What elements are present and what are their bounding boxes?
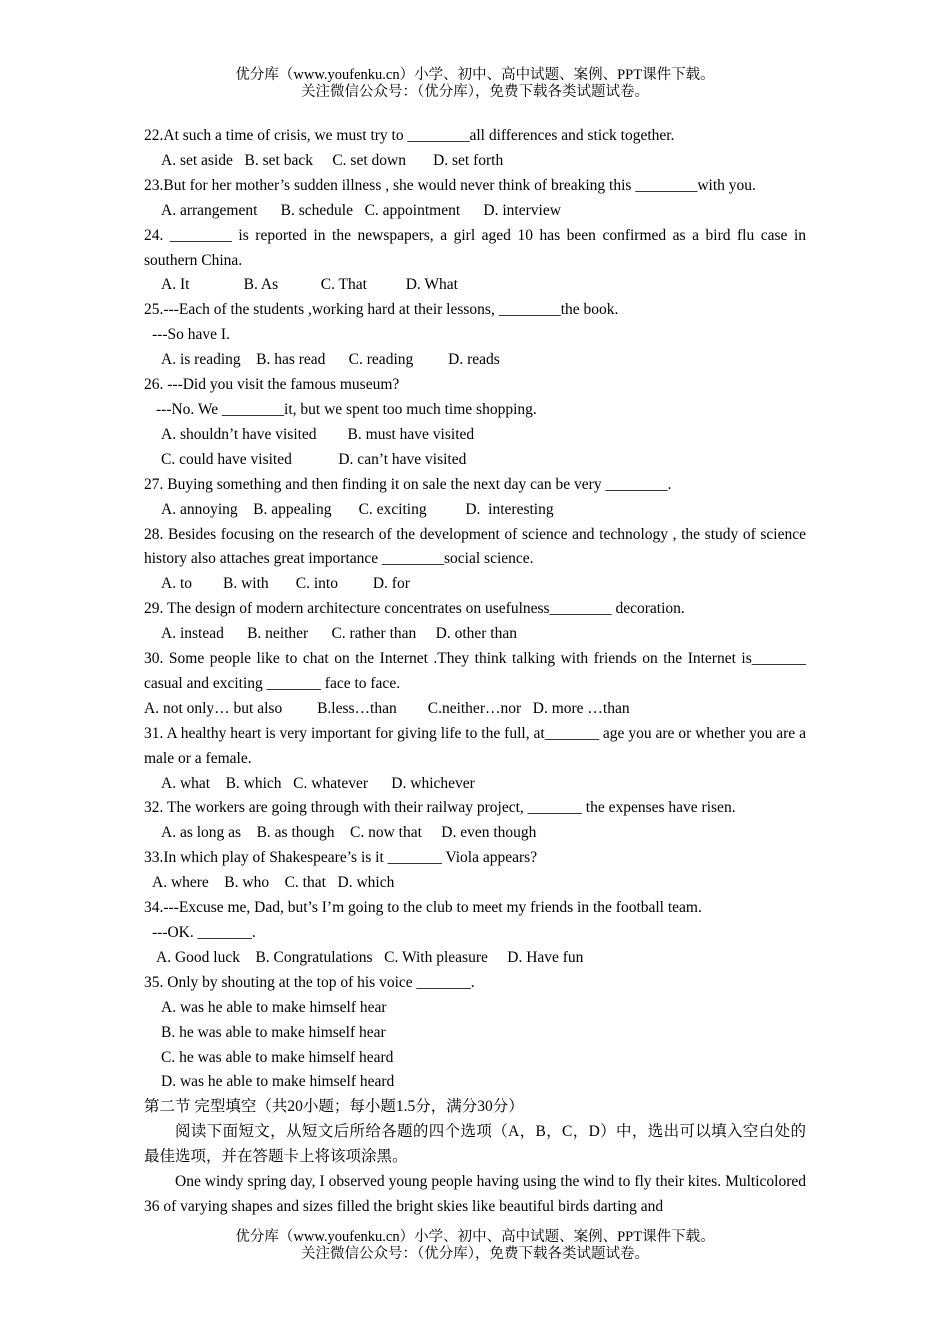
question-31-stem: 31. A healthy heart is very important for giving life to the full, at_______ age you are or whether you are a male or a female.: [144, 724, 806, 767]
question-34-options: A. Good luck B. Congratulations C. With pleasure D. Have fun: [156, 948, 584, 966]
question-29-options: A. instead B. neither C. rather than D. other than: [161, 625, 517, 643]
question-23-stem: 23.But for her mother’s sudden illness , she would never think of breaking this ________with you.: [144, 176, 756, 194]
question-30-options: A. not only… but also B.less…than C.neither…nor D. more …than: [144, 699, 630, 717]
question-25-stem: 25.---Each of the students ,working hard at their lessons, ________the book.: [144, 301, 619, 319]
question-32-stem: 32. The workers are going through with their railway project, _______ the expenses have risen.: [144, 799, 736, 817]
cloze-passage: One windy spring day, I observed young people having using the wind to fly their kites. Multicolored 36 of varying shapes and sizes filled the bright skies like beautiful birds darting and: [144, 1173, 806, 1215]
question-26-options-row-2: C. could have visited D. can’t have visited: [161, 450, 467, 468]
page-footer: [0, 1229, 950, 1263]
question-23-options: A. arrangement B. schedule C. appointment D. interview: [161, 201, 561, 219]
question-22-options: A. set aside B. set back C. set down D. set forth: [161, 151, 504, 169]
question-34-stem: 34.---Excuse me, Dad, but’s I’m going to the club to meet my friends in the football team.: [144, 899, 702, 917]
header-line-1: 优分库（www.youfenku.cn）小学、初中、高中试题、案例、PPT课件下载。: [235, 67, 715, 83]
question-28-stem: 28. Besides focusing on the research of the development of science and technology , the study of science history also attaches great importance ________social science.: [144, 525, 806, 568]
footer-line-1: 优分库（www.youfenku.cn）小学、初中、高中试题、案例、PPT课件下载。: [235, 1229, 715, 1245]
question-27-stem: 27. Buying something and then finding it on sale the next day can be very ________.: [144, 475, 672, 493]
section-2-title: 第二节 完型填空（共20小题；每小题1.5分，满分30分）: [144, 1098, 524, 1116]
question-28-options: A. to B. with C. into D. for: [161, 575, 410, 593]
question-27-options: A. annoying B. appealing C. exciting D. interesting: [161, 500, 554, 518]
question-35-stem: 35. Only by shouting at the top of his voice _______.: [144, 973, 475, 991]
question-33-options: A. where B. who C. that D. which: [152, 874, 395, 892]
question-33-stem: 33.In which play of Shakespeare’s is it _______ Viola appears?: [144, 849, 538, 867]
question-22-stem: 22.At such a time of crisis, we must try to ________all differences and stick together.: [144, 127, 675, 144]
question-35-option-a: A. was he able to make himself hear: [161, 998, 387, 1016]
question-26-stem: 26. ---Did you visit the famous museum?: [144, 376, 400, 394]
question-32-options: A. as long as B. as though C. now that D. even though: [161, 824, 537, 842]
question-29-stem: 29. The design of modern architecture concentrates on usefulness________ decoration.: [144, 600, 685, 618]
footer-line-2: 关注微信公众号：（优分库），免费下载各类试题试卷。: [301, 1246, 649, 1262]
question-30-stem: 30. Some people like to chat on the Internet .They think talking with friends on the Internet is_______ casual and exciting _______ face to face.: [144, 650, 806, 692]
question-34-reply: ---OK. _______.: [152, 924, 256, 941]
header-line-2: 关注微信公众号：（优分库），免费下载各类试题试卷。: [301, 84, 649, 100]
question-26-options-row-1: A. shouldn’t have visited B. must have visited: [161, 425, 475, 443]
question-35-option-c: C. he was able to make himself heard: [161, 1048, 394, 1066]
question-24-stem: 24. ________ is reported in the newspapers, a girl aged 10 has been confirmed as a bird flu case in southern China.: [144, 226, 806, 269]
page-header: [0, 67, 950, 101]
question-26-reply: ---No. We ________it, but we spent too much time shopping.: [156, 400, 537, 418]
question-35-option-b: B. he was able to make himself hear: [161, 1023, 386, 1041]
section-2-instruction: 阅读下面短文，从短文后所给各题的四个选项（A，B，C，D）中，选出可以填入空白处的最佳选项，并在答题卡上将该项涂黑。: [144, 1123, 806, 1166]
question-25-reply: ---So have I.: [152, 326, 230, 344]
question-24-options: A. It B. As C. That D. What: [161, 276, 458, 294]
question-31-options: A. what B. which C. whatever D. whichever: [161, 774, 475, 792]
exam-content: [144, 124, 806, 1220]
question-35-option-d: D. was he able to make himself heard: [161, 1073, 395, 1091]
question-25-options: A. is reading B. has read C. reading D. reads: [161, 351, 500, 369]
